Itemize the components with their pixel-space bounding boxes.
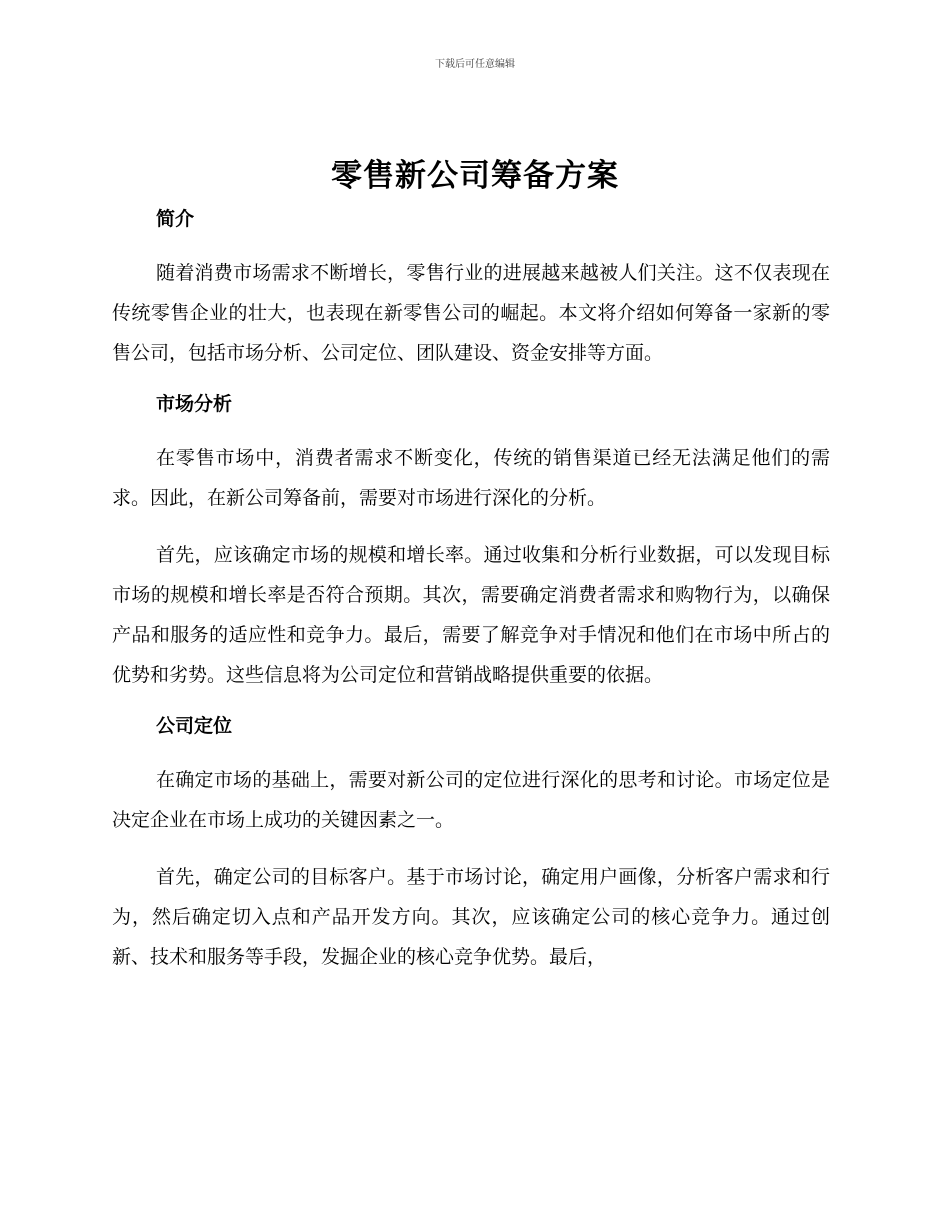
section-heading: 市场分析 — [156, 393, 233, 415]
section-heading: 公司定位 — [156, 715, 233, 737]
section-heading: 简介 — [156, 208, 195, 230]
document-body — [112, 205, 830, 994]
section-company-positioning — [112, 712, 830, 977]
section-intro — [112, 205, 830, 373]
section-market-analysis — [112, 390, 830, 695]
paragraph: 随着消费市场需求不断增长，零售行业的进展越来越被人们关注。这不仅表现在传统零售企业的壮大，也表现在新零售公司的崛起。本文将介绍如何筹备一家新的零售公司，包括市场分析、公司定位、团队建设、资金安排等方面。 — [112, 262, 830, 364]
paragraph: 首先，确定公司的目标客户。基于市场讨论，确定用户画像，分析客户需求和行为，然后确定切入点和产品开发方向。其次，应该确定公司的核心竞争力。通过创新、技术和服务等手段，发掘企业的核心竞争优势。最后， — [112, 866, 830, 968]
paragraph: 在确定市场的基础上，需要对新公司的定位进行深化的思考和讨论。市场定位是决定企业在市场上成功的关键因素之一。 — [112, 769, 830, 831]
document-title: 零售新公司筹备方案 — [331, 158, 619, 194]
header-note: 下载后可任意编辑 — [435, 59, 515, 70]
paragraph: 首先，应该确定市场的规模和增长率。通过收集和分析行业数据，可以发现目标市场的规模和增长率是否符合预期。其次，需要确定消费者需求和购物行为，以确保产品和服务的适应性和竞争力。最后，需要了解竞争对手情况和他们在市场中所占的优势和劣势。这些信息将为公司定位和营销战略提供重要的依据。 — [112, 544, 830, 686]
paragraph: 在零售市场中，消费者需求不断变化，传统的销售渠道已经无法满足他们的需求。因此，在新公司筹备前，需要对市场进行深化的分析。 — [112, 447, 830, 509]
